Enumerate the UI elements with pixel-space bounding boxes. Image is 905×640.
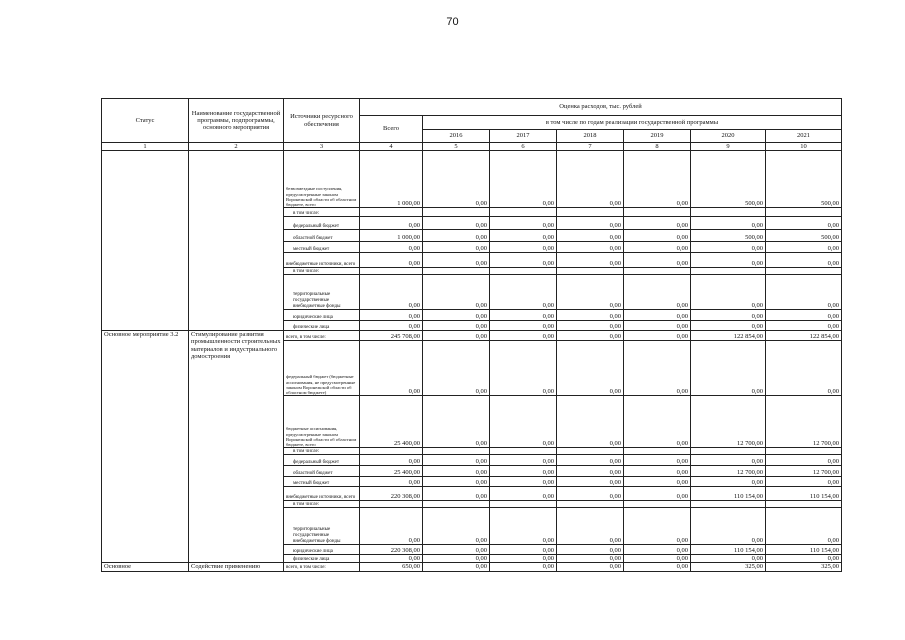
year-value-cell: 0,00 [691,310,766,321]
year-value-cell: 0,00 [624,341,691,396]
year-value-cell: 0,00 [490,331,557,341]
year-value-cell: 12 700,00 [691,466,766,477]
year-value-cell [423,208,490,217]
funding-source-cell: безвозмездные поступления, предусмотренные законом Воронежской области об областном бюджете, всего [284,151,360,208]
funding-source-cell: территориальные государственные внебюджетные фонды [284,275,360,310]
year-value-cell: 0,00 [557,477,624,487]
year-value-cell: 0,00 [557,487,624,501]
funding-source-cell: юридические лица [284,310,360,321]
year-value-cell: 12 700,00 [691,396,766,448]
column-number: 2 [189,143,284,151]
total-cell: 0,00 [360,253,423,268]
year-value-cell: 0,00 [624,545,691,555]
year-value-cell: 0,00 [691,477,766,487]
year-value-cell: 0,00 [624,151,691,208]
year-value-cell: 0,00 [490,555,557,563]
column-number-row [102,143,842,151]
year-value-cell: 0,00 [691,217,766,230]
funding-source-cell: физические лица [284,321,360,331]
total-cell: 1 000,00 [360,151,423,208]
year-value-cell: 0,00 [423,487,490,501]
year-value-cell: 0,00 [490,321,557,331]
year-value-cell [423,501,490,508]
total-cell: 0,00 [360,310,423,321]
column-number: 10 [766,143,842,151]
year-value-cell: 0,00 [423,455,490,466]
header-year: 2016 [423,130,490,143]
total-cell: 0,00 [360,321,423,331]
year-value-cell: 0,00 [766,321,842,331]
total-cell: 25 400,00 [360,466,423,477]
table-row [102,151,842,208]
funding-source-cell: юридические лица [284,545,360,555]
year-value-cell [691,501,766,508]
total-cell [360,501,423,508]
year-value-cell: 0,00 [557,545,624,555]
year-value-cell: 0,00 [423,331,490,341]
year-value-cell: 110 154,00 [691,487,766,501]
year-value-cell: 0,00 [490,563,557,571]
year-value-cell: 0,00 [766,508,842,545]
header-by-years: в том числе по годам реализации государственной программы [423,116,842,130]
year-value-cell: 0,00 [766,477,842,487]
funding-source-cell: в том числе: [284,268,360,275]
year-value-cell: 0,00 [624,321,691,331]
header-status: Статус [102,99,189,143]
year-value-cell: 0,00 [766,341,842,396]
header-estimate: Оценка расходов, тыс. рублей [360,99,842,116]
year-value-cell: 0,00 [624,310,691,321]
total-cell: 1 000,00 [360,230,423,242]
year-value-cell: 0,00 [624,555,691,563]
year-value-cell [557,268,624,275]
year-value-cell: 325,00 [691,563,766,571]
total-cell: 220 308,00 [360,487,423,501]
year-value-cell [624,268,691,275]
total-cell: 0,00 [360,217,423,230]
total-cell: 25 400,00 [360,396,423,448]
year-value-cell [691,208,766,217]
year-value-cell: 0,00 [423,253,490,268]
status-cell [102,151,189,331]
total-cell: 0,00 [360,555,423,563]
year-value-cell: 0,00 [766,275,842,310]
year-value-cell [490,268,557,275]
year-value-cell: 0,00 [624,487,691,501]
year-value-cell [624,448,691,455]
total-cell: 0,00 [360,477,423,487]
table-row [102,331,842,341]
year-value-cell: 0,00 [490,310,557,321]
column-number: 8 [624,143,691,151]
year-value-cell: 0,00 [766,217,842,230]
total-cell: 0,00 [360,508,423,545]
year-value-cell: 0,00 [423,396,490,448]
year-value-cell: 0,00 [423,151,490,208]
year-value-cell: 0,00 [624,275,691,310]
year-value-cell: 0,00 [624,563,691,571]
year-value-cell [490,501,557,508]
year-value-cell: 0,00 [691,555,766,563]
year-value-cell: 110 154,00 [766,487,842,501]
funding-source-cell: территориальные государственные внебюджетные фонды [284,508,360,545]
header-name: Наименование государственной программы, подпрограммы, основного мероприятия [189,99,284,143]
year-value-cell: 0,00 [490,466,557,477]
year-value-cell: 0,00 [766,455,842,466]
header-year: 2017 [490,130,557,143]
year-value-cell: 0,00 [423,217,490,230]
page-number: 70 [446,16,459,28]
year-value-cell: 0,00 [490,242,557,253]
year-value-cell: 0,00 [691,321,766,331]
year-value-cell [766,448,842,455]
year-value-cell: 0,00 [557,253,624,268]
year-value-cell: 0,00 [557,310,624,321]
year-value-cell: 0,00 [624,466,691,477]
total-cell [360,268,423,275]
year-value-cell: 0,00 [766,253,842,268]
header-year: 2019 [624,130,691,143]
year-value-cell: 0,00 [490,253,557,268]
funding-source-cell: внебюджетные источники, всего [284,487,360,501]
year-value-cell: 0,00 [423,321,490,331]
year-value-cell: 0,00 [557,466,624,477]
year-value-cell: 0,00 [691,455,766,466]
header-sources: Источники ресурсного обеспечения [284,99,360,143]
funding-source-cell: федеральный бюджет (бюджетные ассигнования, не предусмотренные законом Воронежской области об областном бюджете) [284,341,360,396]
year-value-cell: 0,00 [624,508,691,545]
total-cell [360,208,423,217]
year-value-cell: 0,00 [423,545,490,555]
table-row [102,563,842,571]
year-value-cell: 0,00 [557,555,624,563]
year-value-cell: 0,00 [624,396,691,448]
funding-source-cell: федеральный бюджет [284,217,360,230]
column-number: 6 [490,143,557,151]
column-number: 7 [557,143,624,151]
year-value-cell: 500,00 [691,151,766,208]
funding-source-cell: федеральный бюджет [284,455,360,466]
year-value-cell: 500,00 [766,151,842,208]
year-value-cell: 0,00 [557,331,624,341]
funding-source-cell: внебюджетные источники, всего [284,253,360,268]
funding-source-cell: бюджетные ассигнования, предусмотренные законом Воронежской области об областном бюджете, всего [284,396,360,448]
year-value-cell: 0,00 [557,508,624,545]
status-cell: Основное [102,563,189,571]
year-value-cell: 0,00 [490,545,557,555]
total-cell: 245 708,00 [360,331,423,341]
year-value-cell: 0,00 [557,217,624,230]
measure-name-cell: Стимулирование развития промышленности строительных материалов и индустриального домостроения [189,331,284,563]
year-value-cell: 0,00 [624,331,691,341]
status-cell: Основное мероприятие 3.2 [102,331,189,563]
header-year: 2018 [557,130,624,143]
year-value-cell: 500,00 [691,230,766,242]
year-value-cell: 0,00 [691,275,766,310]
year-value-cell [557,208,624,217]
year-value-cell: 12 700,00 [766,466,842,477]
total-cell: 220 308,00 [360,545,423,555]
header-year: 2020 [691,130,766,143]
year-value-cell: 110 154,00 [691,545,766,555]
column-number: 5 [423,143,490,151]
year-value-cell [766,268,842,275]
table-body [102,151,842,571]
year-value-cell: 0,00 [691,508,766,545]
funding-source-cell: областной бюджет [284,466,360,477]
year-value-cell: 0,00 [557,230,624,242]
year-value-cell: 0,00 [423,275,490,310]
year-value-cell: 0,00 [490,217,557,230]
year-value-cell: 0,00 [624,253,691,268]
year-value-cell: 122 854,00 [766,331,842,341]
budget-table [101,98,842,572]
year-value-cell: 0,00 [490,151,557,208]
total-cell: 0,00 [360,455,423,466]
year-value-cell: 0,00 [490,477,557,487]
year-value-cell [423,268,490,275]
year-value-cell: 0,00 [423,230,490,242]
year-value-cell: 0,00 [557,151,624,208]
year-value-cell [691,268,766,275]
year-value-cell: 12 700,00 [766,396,842,448]
year-value-cell: 0,00 [624,217,691,230]
funding-source-cell: всего, в том числе: [284,563,360,571]
funding-source-cell: местный бюджет [284,242,360,253]
year-value-cell: 0,00 [423,555,490,563]
year-value-cell: 0,00 [557,275,624,310]
year-value-cell [766,501,842,508]
funding-source-cell: в том числе: [284,448,360,455]
header-year: 2021 [766,130,842,143]
funding-source-cell: областной бюджет [284,230,360,242]
year-value-cell [557,501,624,508]
year-value-cell: 0,00 [490,341,557,396]
year-value-cell: 0,00 [490,487,557,501]
year-value-cell: 0,00 [423,310,490,321]
year-value-cell [490,448,557,455]
funding-source-cell: всего, в том числе: [284,331,360,341]
year-value-cell: 0,00 [423,508,490,545]
year-value-cell: 0,00 [423,341,490,396]
total-cell: 0,00 [360,275,423,310]
year-value-cell: 0,00 [423,466,490,477]
funding-source-cell: местный бюджет [284,477,360,487]
funding-source-cell: в том числе: [284,501,360,508]
year-value-cell: 0,00 [490,508,557,545]
year-value-cell: 110 154,00 [766,545,842,555]
total-cell: 0,00 [360,341,423,396]
column-number: 4 [360,143,423,151]
funding-source-cell: в том числе: [284,208,360,217]
year-value-cell: 0,00 [557,242,624,253]
year-value-cell: 0,00 [624,230,691,242]
year-value-cell: 0,00 [557,341,624,396]
year-value-cell: 0,00 [691,341,766,396]
year-value-cell: 0,00 [490,230,557,242]
year-value-cell: 0,00 [490,396,557,448]
year-value-cell: 0,00 [624,477,691,487]
year-value-cell [624,208,691,217]
year-value-cell [557,448,624,455]
header-total: Всего [360,116,423,143]
year-value-cell: 0,00 [557,455,624,466]
year-value-cell [490,208,557,217]
measure-name-cell: Содействие применению [189,563,284,571]
year-value-cell: 0,00 [557,396,624,448]
year-value-cell: 0,00 [423,563,490,571]
column-number: 3 [284,143,360,151]
year-value-cell: 0,00 [557,563,624,571]
year-value-cell: 0,00 [766,310,842,321]
year-value-cell: 0,00 [557,321,624,331]
measure-name-cell [189,151,284,331]
total-cell: 650,00 [360,563,423,571]
year-value-cell [691,448,766,455]
year-value-cell: 325,00 [766,563,842,571]
year-value-cell: 0,00 [624,242,691,253]
year-value-cell: 0,00 [423,242,490,253]
column-number: 1 [102,143,189,151]
year-value-cell: 500,00 [766,230,842,242]
year-value-cell: 122 854,00 [691,331,766,341]
year-value-cell: 0,00 [691,253,766,268]
year-value-cell: 0,00 [423,477,490,487]
year-value-cell: 0,00 [624,455,691,466]
year-value-cell: 0,00 [490,275,557,310]
column-number: 9 [691,143,766,151]
year-value-cell: 0,00 [766,555,842,563]
funding-source-cell: физические лица [284,555,360,563]
year-value-cell [423,448,490,455]
year-value-cell: 0,00 [766,242,842,253]
year-value-cell [624,501,691,508]
total-cell: 0,00 [360,242,423,253]
year-value-cell [766,208,842,217]
table-header [102,99,842,151]
year-value-cell: 0,00 [490,455,557,466]
total-cell [360,448,423,455]
year-value-cell: 0,00 [691,242,766,253]
